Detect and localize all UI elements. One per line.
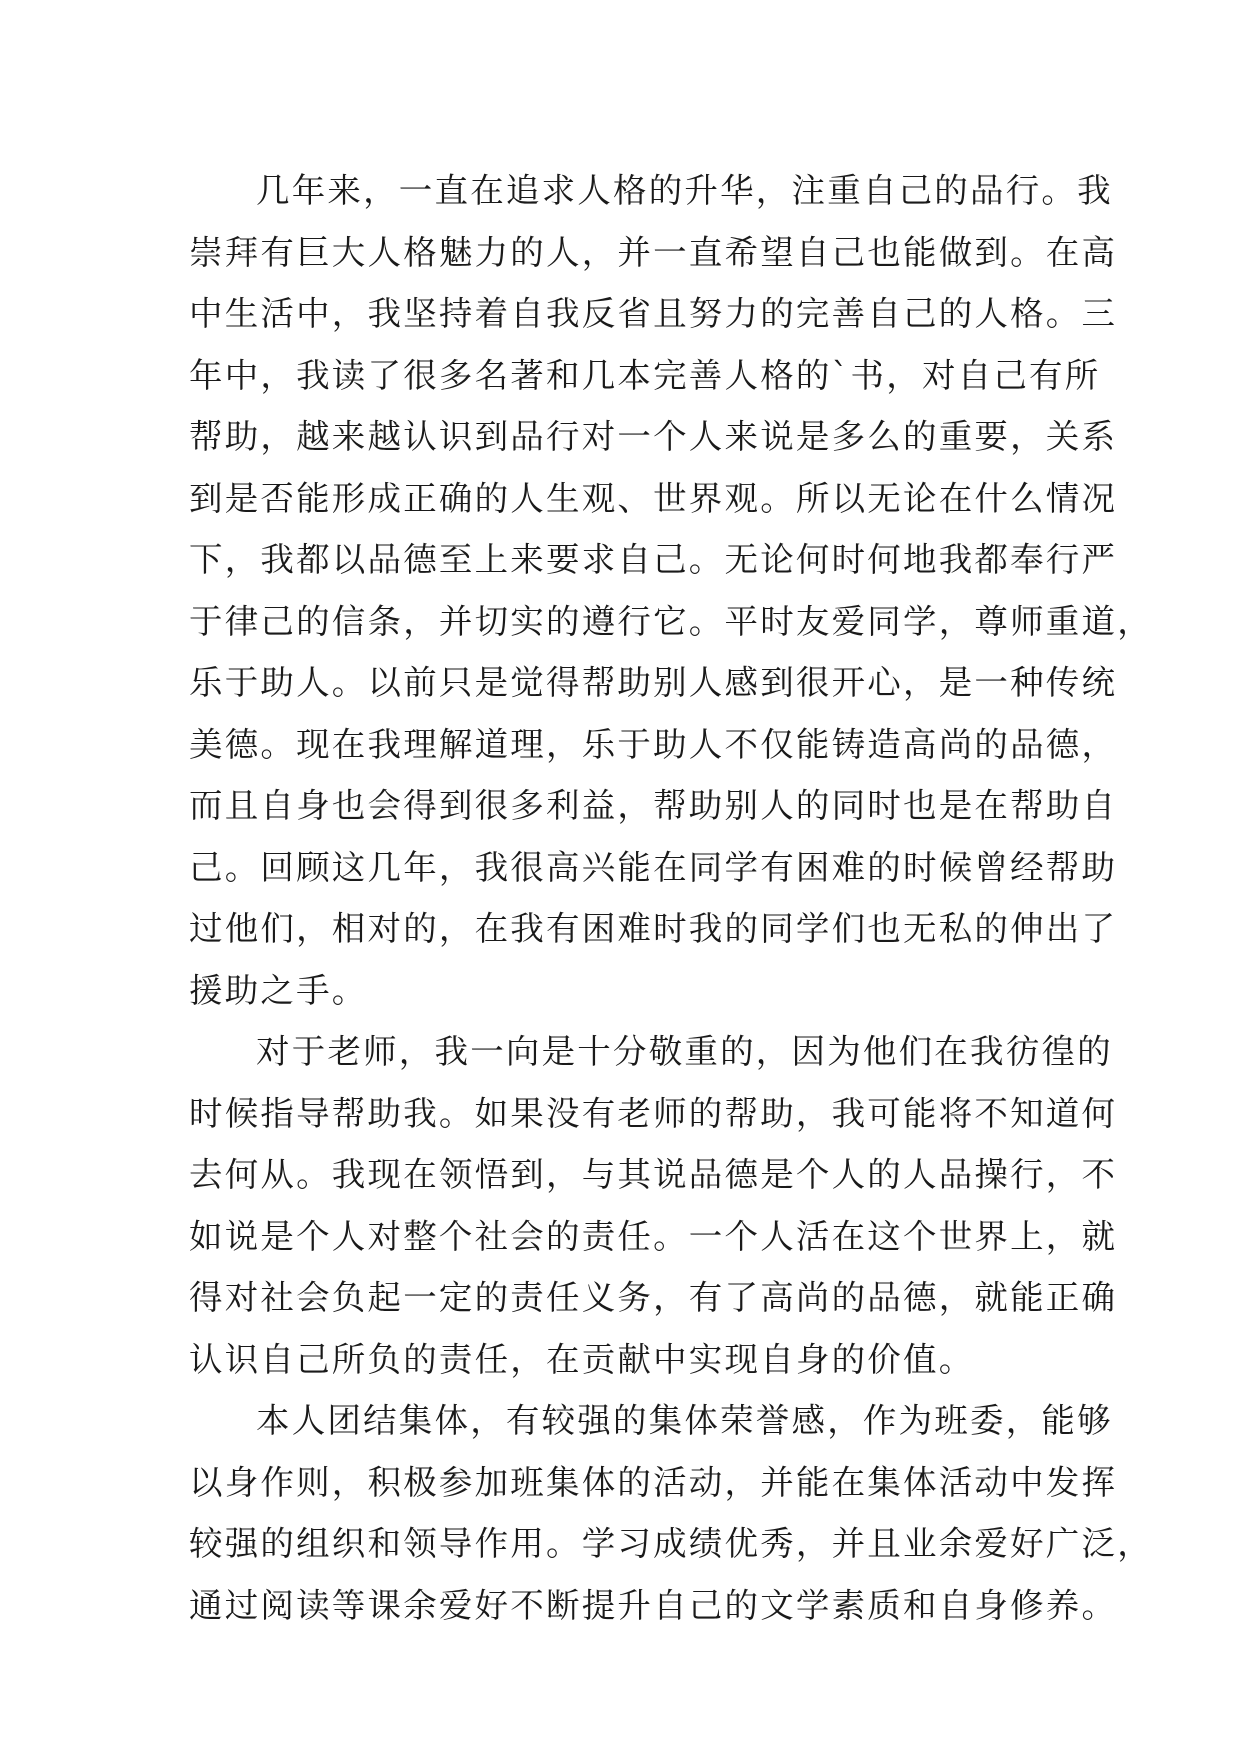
paragraph-line: 去何从。我现在领悟到，与其说品德是个人的人品操行，不 — [189, 1155, 1118, 1194]
document-body — [189, 160, 1153, 1636]
paragraph-line: 帮助，越来越认识到品行对一个人来说是多么的重要，关系 — [189, 417, 1118, 456]
paragraph-line: 得对社会负起一定的责任义务，有了高尚的品德，就能正确 — [189, 1278, 1118, 1317]
paragraph-line: 认识自己所负的责任，在贡献中实现自身的价值。 — [189, 1339, 975, 1379]
paragraph-line: 下，我都以品德至上来要求自己。无论何时何地我都奉行严 — [189, 540, 1118, 579]
paragraph-line: 中生活中，我坚持着自我反省且努力的完善自己的人格。三 — [189, 294, 1118, 333]
paragraph-line: 过他们，相对的，在我有困难时我的同学们也无私的伸出了 — [189, 909, 1118, 948]
paragraph-line: 而且自身也会得到很多利益，帮助别人的同时也是在帮助自 — [189, 786, 1118, 825]
paragraph-line: 美德。现在我理解道理，乐于助人不仅能铸造高尚的品德， — [189, 724, 1118, 764]
paragraph-1 — [189, 160, 1153, 1021]
paragraph-line: 本人团结集体，有较强的集体荣誉感，作为班委，能够 — [256, 1401, 1113, 1440]
paragraph-line: 几年来，一直在追求人格的升华，注重自己的品行。我 — [256, 171, 1113, 210]
paragraph-line: 年中，我读了很多名著和几本完善人格的`书，对自己有所 — [189, 355, 1101, 395]
paragraph-line: 对于老师，我一向是十分敬重的，因为他们在我彷徨的 — [256, 1032, 1113, 1071]
paragraph-3 — [189, 1390, 1153, 1636]
paragraph-line: 时候指导帮助我。如果没有老师的帮助，我可能将不知道何 — [189, 1093, 1118, 1133]
paragraph-line: 较强的组织和领导作用。学习成绩优秀，并且业余爱好广泛， — [189, 1524, 1153, 1563]
paragraph-line: 到是否能形成正确的人生观、世界观。所以无论在什么情况 — [189, 478, 1118, 518]
paragraph-line: 通过阅读等课余爱好不断提升自己的文学素质和自身修养。 — [189, 1585, 1118, 1625]
paragraph-line: 于律己的信条，并切实的遵行它。平时友爱同学，尊师重道， — [189, 601, 1153, 641]
paragraph-line: 以身作则，积极参加班集体的活动，并能在集体活动中发挥 — [189, 1462, 1118, 1502]
paragraph-line: 崇拜有巨大人格魅力的人，并一直希望自己也能做到。在高 — [189, 232, 1118, 272]
paragraph-line: 援助之手。 — [189, 970, 368, 1010]
paragraph-2 — [189, 1021, 1118, 1390]
paragraph-line: 己。回顾这几年，我很高兴能在同学有困难的时候曾经帮助 — [189, 847, 1118, 887]
paragraph-line: 乐于助人。以前只是觉得帮助别人感到很开心，是一种传统 — [189, 663, 1118, 702]
paragraph-line: 如说是个人对整个社会的责任。一个人活在这个世界上，就 — [189, 1216, 1118, 1256]
